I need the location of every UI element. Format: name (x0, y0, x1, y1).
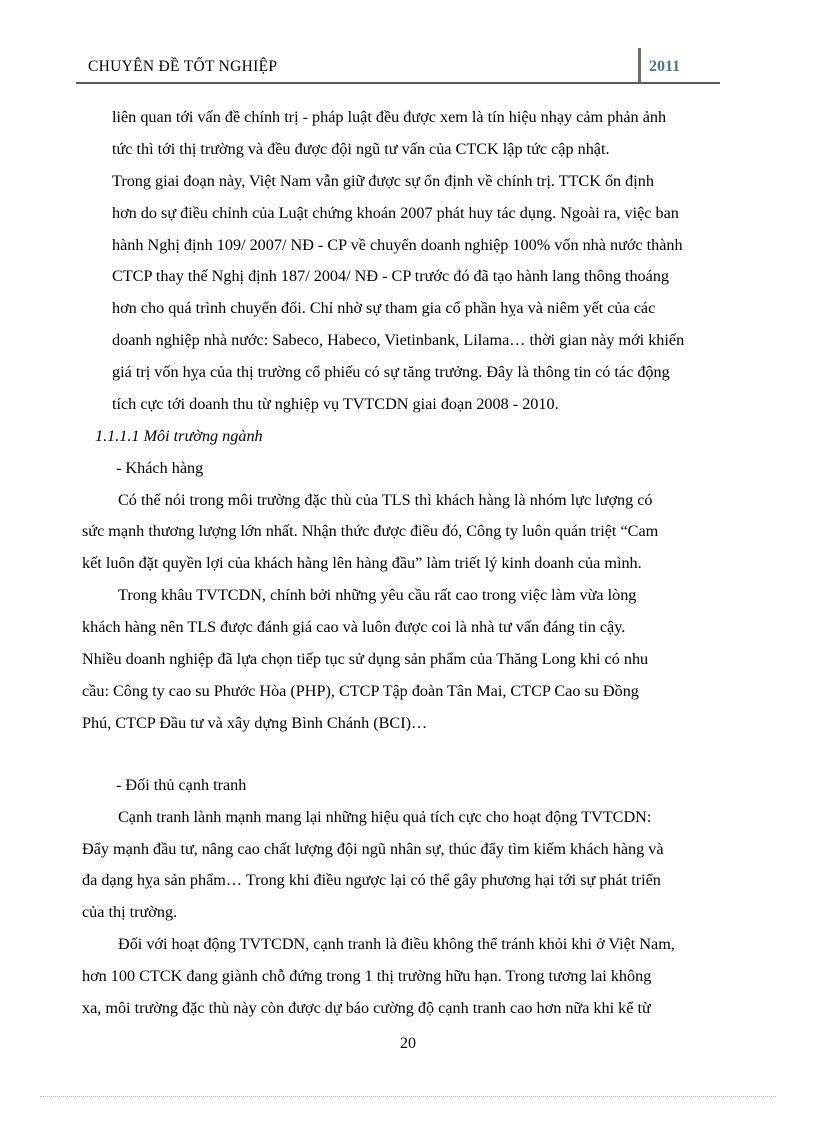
header-year: 2011 (649, 58, 681, 75)
body-line: CTCP thay thế Nghị định 187/ 2004/ NĐ - CP trước đó đã tạo hành lang thông thoáng (112, 267, 670, 285)
body-line: hơn do sự điều chỉnh của Luật chứng khoán 2007 phát huy tác dụng. Ngoài ra, việc ban (112, 204, 679, 222)
body-line: hành Nghị định 109/ 2007/ NĐ - CP về chuyển doanh nghiệp 100% vốn nhà nước thành (112, 236, 683, 254)
body-line: xa, môi trường đặc thù này còn được dự báo cường độ cạnh tranh cao hơn nữa khi kể từ (82, 999, 651, 1017)
body-line: cầu: Công ty cao su Phước Hòa (PHP), CTCP Tập đoàn Tân Mai, CTCP Cao su Đồng (82, 682, 639, 700)
body-line: sức mạnh thương lượng lớn nhất. Nhận thức được điều đó, Công ty luôn quán triệt “Cam (82, 522, 659, 540)
footer-divider (40, 1096, 776, 1097)
body-line: giá trị vốn hỵa của thị trường cổ phiếu có sự tăng trưởng. Đây là thông tin có tác động (112, 363, 670, 381)
body-line: hơn 100 CTCK đang giành chỗ đứng trong 1 thị trường hữu hạn. Trong tương lai không (82, 967, 652, 985)
bullet-item: - Khách hàng (116, 459, 204, 477)
paragraph-line: Cạnh tranh lành mạnh mang lại những hiệu quả tích cực cho hoạt động TVTCDN: (118, 808, 652, 826)
paragraph-line: Trong giai đoạn này, Việt Nam vẫn giữ được sự ổn định về chính trị. TTCK ổn định (112, 172, 654, 190)
body-line: doanh nghiệp nhà nước: Sabeco, Habeco, Vietinbank, Lilama… thời gian này mới khiến (112, 331, 685, 349)
body-line: của thị trường. (82, 903, 178, 921)
body-line: liên quan tới vấn đề chính trị - pháp luật đều được xem là tín hiệu nhạy cảm phản ảnh (112, 108, 667, 126)
body-line: Đẩy mạnh đầu tư, nâng cao chất lượng đội ngũ nhân sự, thúc đẩy tìm kiếm khách hàng và (82, 840, 664, 858)
body-line: kết luôn đặt quyền lợi của khách hàng lên hàng đầu” làm triết lý kinh doanh của mình. (82, 554, 642, 572)
page-number: 20 (400, 1035, 416, 1052)
body-line: tích cực tới doanh thu từ nghiệp vụ TVTCDN giai đoạn 2008 - 2010. (112, 395, 559, 413)
bullet-item: - Đối thủ cạnh tranh (116, 776, 247, 794)
paragraph-line: Có thể nói trong môi trường đặc thù của TLS thì khách hàng là nhóm lực lượng có (118, 491, 653, 509)
body-line: khách hàng nên TLS được đánh giá cao và luôn được coi là nhà tư vấn đáng tin cậy. (82, 618, 626, 636)
body-line: đa dạng hỵa sản phẩm… Trong khi điều ngược lại có thể gây phương hại tới sự phát triển (82, 871, 661, 889)
page-header (76, 48, 720, 84)
section-heading: 1.1.1.1 Môi trường ngành (95, 427, 263, 445)
header-divider (638, 48, 641, 82)
body-line: tức thì tới thị trường và đều được đội ngũ tư vấn của CTCK lập tức cập nhật. (112, 140, 610, 158)
paragraph-line: Trong khâu TVTCDN, chính bởi những yêu cầu rất cao trong việc làm vừa lòng (118, 586, 637, 604)
body-line: hơn cho quá trình chuyển đổi. Chỉ nhờ sự tham gia cổ phần hỵa và niêm yết của các (112, 299, 656, 317)
header-title: CHUYÊN ĐỀ TỐT NGHIỆP (88, 58, 278, 75)
body-line: Nhiều doanh nghiệp đã lựa chọn tiếp tục sử dụng sản phẩm của Thăng Long khi có nhu (82, 650, 649, 668)
body-line: Phú, CTCP Đầu tư và xây dựng Bình Chánh (BCI)… (82, 714, 428, 732)
paragraph-line: Đối với hoạt động TVTCDN, cạnh tranh là điều không thể tránh khỏi khi ở Việt Nam, (118, 935, 675, 953)
